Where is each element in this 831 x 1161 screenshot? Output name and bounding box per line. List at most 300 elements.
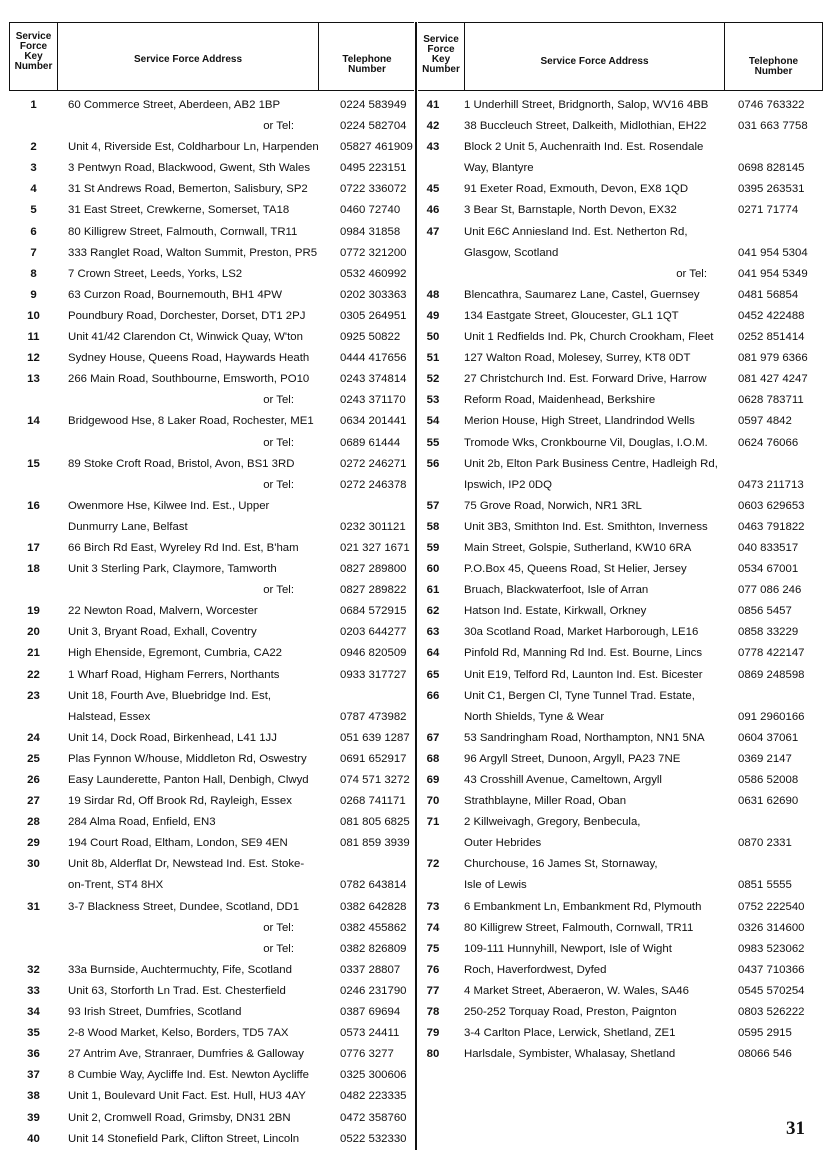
right-address-header: Service Force Address	[540, 56, 649, 67]
address: Sydney House, Queens Road, Haywards Heath	[68, 352, 310, 365]
address: Unit 3B3, Smithton Ind. Est. Smithton, Inverness	[464, 520, 708, 533]
telephone: 0689 61444	[340, 436, 401, 449]
telephone: 0272 246271	[340, 457, 407, 470]
entry-row	[0, 981, 415, 1002]
entry-row	[417, 897, 831, 918]
address: Outer Hebrides	[464, 837, 542, 850]
key-number: 57	[426, 499, 440, 512]
entry-row	[0, 411, 415, 432]
address: Strathblayne, Miller Road, Oban	[464, 795, 627, 808]
entry-row	[417, 454, 831, 475]
address: 6 Embankment Ln, Embankment Rd, Plymouth	[464, 900, 702, 913]
entry-row	[0, 327, 415, 348]
telephone: 074 571 3272	[340, 774, 410, 786]
address: 2 Killweivagh, Gregory, Benbecula,	[464, 816, 641, 829]
telephone: 091 2960166	[738, 710, 805, 723]
entry-row	[417, 116, 831, 137]
key-number: 26	[27, 774, 40, 786]
entry-row	[417, 496, 831, 517]
entry-row	[0, 1044, 415, 1065]
telephone: 081 859 3939	[340, 837, 410, 850]
address: 38 Buccleuch Street, Dalkeith, Midlothian, EH22	[464, 120, 707, 133]
telephone: 0595 2915	[738, 1027, 792, 1040]
address: Unit 18, Fourth Ave, Bluebridge Ind. Est,	[68, 689, 272, 702]
key-number: 51	[426, 352, 440, 365]
address: Unit 3 Sterling Park, Claymore, Tamworth	[68, 563, 277, 576]
entry-row	[0, 433, 415, 454]
key-number: 71	[426, 816, 440, 829]
address: P.O.Box 45, Queens Road, St Helier, Jersey	[464, 563, 687, 576]
address: Way, Blantyre	[464, 162, 534, 175]
key-number: 12	[27, 352, 40, 365]
address: 80 Killigrew Street, Falmouth, Cornwall, TR11	[68, 225, 298, 238]
address: 266 Main Road, Southbourne, Emsworth, PO10	[68, 373, 310, 386]
address: Unit E6C Anniesland Ind. Est. Netherton Rd,	[464, 225, 688, 238]
entry-row	[0, 116, 415, 137]
address: Harlsdale, Symbister, Whalasay, Shetland	[464, 1048, 676, 1061]
address: 333 Ranglet Road, Walton Summit, Preston, PR5	[68, 246, 318, 259]
address: North Shields, Tyne & Wear	[464, 710, 605, 723]
key-number: 33	[27, 984, 40, 997]
entry-row	[417, 580, 831, 601]
entry-row	[417, 222, 831, 243]
entry-row	[0, 1108, 415, 1129]
address: Unit 3, Bryant Road, Exhall, Coventry	[68, 626, 257, 639]
key-number: 30	[27, 858, 40, 871]
key-number: 8	[30, 267, 37, 280]
entry-row	[0, 306, 415, 327]
telephone: 0698 828145	[738, 162, 805, 175]
key-number: 9	[30, 288, 37, 301]
telephone: 081 427 4247	[738, 373, 808, 386]
telephone: 051 639 1287	[340, 731, 410, 744]
key-number: 54	[426, 415, 440, 428]
entry-row	[0, 749, 415, 770]
entry-row	[0, 770, 415, 791]
key-number: 66	[426, 689, 440, 702]
entry-row	[417, 1002, 831, 1023]
telephone: 0460 72740	[340, 204, 401, 217]
key-number: 34	[27, 1006, 40, 1019]
entry-row	[417, 95, 831, 116]
address: Bridgewood Hse, 8 Laker Road, Rochester, ME1	[68, 415, 314, 428]
entry-row	[0, 137, 415, 158]
address: Ipswich, IP2 0DQ	[464, 478, 552, 491]
address: on-Trent, ST4 8HX	[68, 879, 164, 892]
telephone: 0787 473982	[340, 710, 407, 723]
address: 75 Grove Road, Norwich, NR1 3RL	[464, 499, 642, 512]
key-number: 7	[30, 246, 37, 259]
telephone: 0495 223151	[340, 162, 407, 175]
entry-row	[0, 222, 415, 243]
address: 31 East Street, Crewkerne, Somerset, TA18	[68, 204, 290, 217]
entry-row	[0, 1023, 415, 1044]
key-number: 13	[27, 373, 40, 386]
key-number: 53	[426, 394, 440, 407]
key-number: 14	[27, 415, 40, 428]
telephone: 0268 741171	[340, 795, 406, 808]
key-number: 20	[27, 626, 40, 639]
telephone: 0382 455862	[340, 921, 407, 934]
telephone: 0925 50822	[340, 331, 401, 344]
telephone: 0246 231790	[340, 984, 407, 997]
entry-row	[417, 622, 831, 643]
key-number: 50	[426, 331, 440, 344]
entry-row	[417, 243, 831, 264]
entry-row	[0, 95, 415, 116]
key-number: 41	[426, 99, 440, 111]
key-number: 75	[426, 942, 440, 955]
key-number: 19	[27, 605, 40, 618]
key-number: 22	[27, 668, 40, 681]
alt-tel-label: or Tel:	[263, 584, 294, 597]
entry-row	[0, 179, 415, 200]
key-number: 68	[426, 752, 440, 765]
entry-row	[0, 158, 415, 179]
telephone: 0395 263531	[738, 183, 805, 196]
entry-row	[417, 707, 831, 728]
address: 3-4 Carlton Place, Lerwick, Shetland, ZE1	[464, 1027, 676, 1040]
address: Unit 1, Boulevard Unit Fact. Est. Hull, HU3 4AY	[68, 1090, 306, 1103]
entry-row	[0, 897, 415, 918]
telephone: 0746 763322	[738, 99, 805, 111]
telephone: 0983 523062	[738, 942, 805, 955]
telephone: 0232 301121	[340, 520, 406, 533]
address: Unit 2b, Elton Park Business Centre, Hadleigh Rd,	[464, 457, 718, 470]
key-number: 72	[426, 858, 440, 871]
address: 22 Newton Road, Malvern, Worcester	[68, 605, 258, 618]
telephone: 0522 532330	[340, 1132, 407, 1145]
key-number: 62	[426, 605, 440, 618]
key-number: 6	[30, 225, 37, 238]
telephone: 0624 76066	[738, 436, 799, 449]
address: 33a Burnside, Auchtermuchty, Fife, Scotland	[68, 963, 292, 976]
entry-row	[417, 875, 831, 896]
telephone: 0545 570254	[738, 984, 805, 997]
address: 4 Market Street, Aberaeron, W. Wales, SA46	[464, 984, 689, 997]
alt-tel-label: or Tel:	[263, 436, 294, 449]
address: Unit 4, Riverside Est, Coldharbour Ln, Harpenden	[68, 141, 319, 154]
telephone: 0482 223335	[340, 1090, 407, 1103]
address: Unit C1, Bergen Cl, Tyne Tunnel Trad. Estate,	[464, 689, 695, 702]
entry-row	[417, 812, 831, 833]
telephone: 0472 358760	[340, 1111, 407, 1124]
address: Unit 8b, Alderflat Dr, Newstead Ind. Est. Stoke-	[68, 858, 305, 871]
entry-row	[417, 1023, 831, 1044]
telephone: 0224 583949	[340, 99, 407, 111]
key-number: 56	[426, 457, 440, 470]
telephone: 0481 56854	[738, 288, 799, 301]
entry-row	[417, 833, 831, 854]
alt-tel-label: or Tel:	[263, 942, 294, 955]
key-number: 48	[426, 288, 440, 301]
key-number: 17	[27, 541, 40, 554]
telephone: 077 086 246	[738, 584, 802, 597]
telephone: 0534 67001	[738, 563, 799, 576]
entry-row	[417, 538, 831, 559]
key-number: 74	[426, 921, 440, 934]
entry-row	[417, 348, 831, 369]
telephone: 0532 460992	[340, 267, 407, 280]
address: 134 Eastgate Street, Gloucester, GL1 1QT	[464, 309, 679, 322]
entry-row	[417, 960, 831, 981]
address: 284 Alma Road, Enfield, EN3	[68, 816, 216, 829]
right-header-bottom-rule	[418, 90, 823, 91]
telephone: 0752 222540	[738, 900, 805, 913]
key-number: 37	[27, 1069, 40, 1082]
key-number: 46	[426, 204, 440, 217]
telephone: 040 833517	[738, 541, 799, 554]
key-number: 39	[27, 1111, 40, 1124]
address: Unit 14, Dock Road, Birkenhead, L41 1JJ	[68, 731, 277, 744]
telephone: 0691 652917	[340, 752, 407, 765]
address: 93 Irish Street, Dumfries, Scotland	[68, 1006, 242, 1019]
telephone: 041 954 5349	[738, 267, 808, 280]
entry-row	[0, 200, 415, 221]
right-phone-rule	[724, 22, 725, 90]
telephone: 0631 62690	[738, 795, 799, 808]
telephone: 0203 644277	[340, 626, 407, 639]
entry-row	[417, 179, 831, 200]
telephone: 0243 371170	[340, 394, 406, 407]
entry-row	[0, 918, 415, 939]
entry-row	[0, 369, 415, 390]
telephone: 0634 201441	[340, 415, 407, 428]
address: Easy Launderette, Panton Hall, Denbigh, Clwyd	[68, 774, 309, 786]
address: Glasgow, Scotland	[464, 246, 559, 259]
address: Plas Fynnon W/house, Middleton Rd, Oswestry	[68, 752, 307, 765]
entry-row	[417, 264, 831, 285]
address: Poundbury Road, Dorchester, Dorset, DT1 2PJ	[68, 309, 306, 322]
telephone: 0851 5555	[738, 879, 792, 892]
address: Halstead, Essex	[68, 710, 151, 723]
key-number: 73	[426, 900, 440, 913]
key-number: 79	[426, 1027, 440, 1040]
telephone: 0252 851414	[738, 331, 805, 344]
entry-row	[0, 791, 415, 812]
address: Tromode Wks, Cronkbourne Vil, Douglas, I.O.M.	[464, 436, 708, 449]
entry-row	[417, 200, 831, 221]
entry-row	[417, 1044, 831, 1065]
entry-row	[0, 538, 415, 559]
entry-row	[0, 1129, 415, 1150]
entry-row	[417, 918, 831, 939]
key-number: 23	[27, 689, 40, 702]
telephone: 0224 582704	[340, 120, 407, 133]
entry-row	[417, 327, 831, 348]
address: 89 Stoke Croft Road, Bristol, Avon, BS1 3RD	[68, 457, 295, 470]
address: Owenmore Hse, Kilwee Ind. Est., Upper	[68, 499, 270, 512]
telephone: 0382 642828	[340, 900, 407, 913]
address: Blencathra, Saumarez Lane, Castel, Guernsey	[464, 288, 700, 301]
telephone: 0858 33229	[738, 626, 799, 639]
address: 250-252 Torquay Road, Preston, Paignton	[464, 1006, 677, 1019]
alt-tel-label: or Tel:	[263, 394, 294, 407]
right-header-top-rule	[418, 22, 823, 23]
telephone: 0326 314600	[738, 921, 805, 934]
key-number: 52	[426, 373, 440, 386]
address: Reform Road, Maidenhead, Berkshire	[464, 394, 656, 407]
entry-row	[0, 390, 415, 411]
address: Unit 63, Storforth Ln Trad. Est. Chesterfield	[68, 984, 286, 997]
telephone: 031 663 7758	[738, 120, 808, 133]
telephone: 0870 2331	[738, 837, 792, 850]
telephone: 0946 820509	[340, 647, 407, 660]
address: 66 Birch Rd East, Wyreley Rd Ind. Est, B'ham	[68, 541, 299, 554]
entry-row	[0, 960, 415, 981]
key-number: 11	[27, 331, 40, 344]
left-address-header: Service Force Address	[133, 54, 243, 65]
telephone: 0437 710366	[738, 963, 805, 976]
telephone: 0778 422147	[738, 647, 805, 660]
key-number: 36	[27, 1048, 40, 1061]
key-number: 80	[426, 1048, 440, 1061]
key-number: 55	[426, 436, 440, 449]
key-number: 35	[27, 1027, 40, 1040]
telephone: 081 805 6825	[340, 816, 410, 829]
telephone: 0369 2147	[738, 752, 792, 765]
entry-row	[0, 643, 415, 664]
address: 63 Curzon Road, Bournemouth, BH1 4PW	[68, 288, 283, 301]
address: 27 Antrim Ave, Stranraer, Dumfries & Galloway	[68, 1048, 304, 1061]
right-phone-header: Telephone Number	[748, 56, 799, 77]
entry-row	[0, 622, 415, 643]
right-key-rule	[464, 22, 465, 90]
address: Unit 14 Stonefield Park, Clifton Street, Lincoln	[68, 1132, 300, 1145]
telephone: 0382 826809	[340, 942, 407, 955]
key-number: 16	[27, 499, 40, 512]
entry-row	[0, 496, 415, 517]
telephone: 0869 248598	[738, 668, 805, 681]
address: 1 Wharf Road, Higham Ferrers, Northants	[68, 668, 280, 681]
entry-row	[0, 665, 415, 686]
address: Churchouse, 16 James St, Stornaway,	[464, 858, 658, 871]
entry-row	[0, 348, 415, 369]
telephone: 0387 69694	[340, 1006, 401, 1019]
entry-row	[0, 243, 415, 264]
entry-row	[0, 833, 415, 854]
left-entries	[0, 95, 415, 1150]
entry-row	[417, 939, 831, 960]
entry-row	[0, 854, 415, 875]
telephone: 0827 289800	[340, 563, 407, 576]
telephone: 0772 321200	[340, 246, 407, 259]
entry-row	[0, 517, 415, 538]
telephone: 0586 52008	[738, 774, 799, 786]
key-number: 38	[27, 1090, 40, 1103]
key-number: 58	[426, 520, 440, 533]
entry-row	[417, 559, 831, 580]
key-number: 32	[27, 963, 40, 976]
address: 127 Walton Road, Molesey, Surrey, KT8 0DT	[464, 352, 691, 365]
key-number: 31	[27, 900, 40, 913]
address: 194 Court Road, Eltham, London, SE9 4EN	[68, 837, 288, 850]
address: Isle of Lewis	[464, 879, 527, 892]
alt-tel-label: or Tel:	[676, 267, 707, 280]
address: Dunmurry Lane, Belfast	[68, 520, 188, 533]
entry-row	[417, 601, 831, 622]
entry-row	[0, 875, 415, 896]
entry-row	[417, 643, 831, 664]
entry-row	[0, 1086, 415, 1107]
entry-row	[0, 1065, 415, 1086]
address: Pinfold Rd, Manning Rd Ind. Est. Bourne, Lincs	[464, 647, 703, 660]
telephone: 0782 643814	[340, 879, 407, 892]
entry-row	[0, 601, 415, 622]
key-number: 77	[426, 984, 440, 997]
telephone: 0337 28807	[340, 963, 401, 976]
key-number: 29	[27, 837, 40, 850]
entry-row	[417, 369, 831, 390]
telephone: 0463 791822	[738, 520, 805, 533]
entry-row	[0, 559, 415, 580]
entry-row	[417, 390, 831, 411]
telephone: 0603 629653	[738, 499, 805, 512]
telephone: 0444 417656	[340, 352, 407, 365]
address: 2-8 Wood Market, Kelso, Borders, TD5 7AX	[68, 1027, 289, 1040]
telephone: 021 327 1671	[340, 541, 410, 554]
entry-row	[417, 686, 831, 707]
entry-row	[0, 475, 415, 496]
telephone: 041 954 5304	[738, 246, 808, 259]
telephone: 0325 300606	[340, 1069, 407, 1082]
address: 3-7 Blackness Street, Dundee, Scotland, DD1	[68, 900, 300, 913]
address: 80 Killigrew Street, Falmouth, Cornwall, TR11	[464, 921, 694, 934]
telephone: 0803 526222	[738, 1006, 805, 1019]
address: 8 Cumbie Way, Aycliffe Ind. Est. Newton Aycliffe	[68, 1069, 310, 1082]
key-number: 45	[426, 183, 440, 196]
telephone: 0628 783711	[738, 394, 804, 407]
entry-row	[0, 264, 415, 285]
telephone: 0722 336072	[340, 183, 407, 196]
key-number: 43	[426, 141, 440, 154]
key-number: 10	[27, 309, 40, 322]
key-number: 2	[30, 141, 37, 154]
telephone: 0684 572915	[340, 605, 407, 618]
entry-row	[0, 728, 415, 749]
telephone: 0597 4842	[738, 415, 792, 428]
telephone: 0243 374814	[340, 373, 407, 386]
telephone: 0933 317727	[340, 668, 407, 681]
address: 96 Argyll Street, Dunoon, Argyll, PA23 7NE	[464, 752, 681, 765]
entry-row	[0, 812, 415, 833]
key-number: 65	[426, 668, 440, 681]
telephone: 0856 5457	[738, 605, 792, 618]
key-number: 28	[27, 816, 40, 829]
key-number: 25	[27, 752, 40, 765]
address: 109-111 Hunnyhill, Newport, Isle of Wight	[464, 942, 672, 955]
right-entries	[417, 95, 831, 1065]
telephone: 0827 289822	[340, 584, 407, 597]
address: High Ehenside, Egremont, Cumbria, CA22	[68, 647, 282, 660]
address: Roch, Haverfordwest, Dyfed	[464, 963, 607, 976]
key-number: 18	[27, 563, 40, 576]
telephone: 081 979 6366	[738, 352, 808, 365]
left-header-bottom-rule	[9, 90, 414, 91]
address: 3 Pentwyn Road, Blackwood, Gwent, Sth Wales	[68, 162, 311, 175]
address: 91 Exeter Road, Exmouth, Devon, EX8 1QD	[464, 183, 689, 196]
key-number: 49	[426, 309, 440, 322]
telephone: 0272 246378	[340, 478, 407, 491]
entry-row	[0, 707, 415, 728]
key-number: 78	[426, 1006, 440, 1019]
telephone: 0776 3277	[340, 1048, 394, 1061]
key-number: 3	[30, 162, 37, 175]
key-number: 76	[426, 963, 440, 976]
key-number: 59	[426, 541, 440, 554]
key-number: 42	[426, 120, 440, 133]
address: 19 Sirdar Rd, Off Brook Rd, Rayleigh, Essex	[68, 795, 292, 808]
